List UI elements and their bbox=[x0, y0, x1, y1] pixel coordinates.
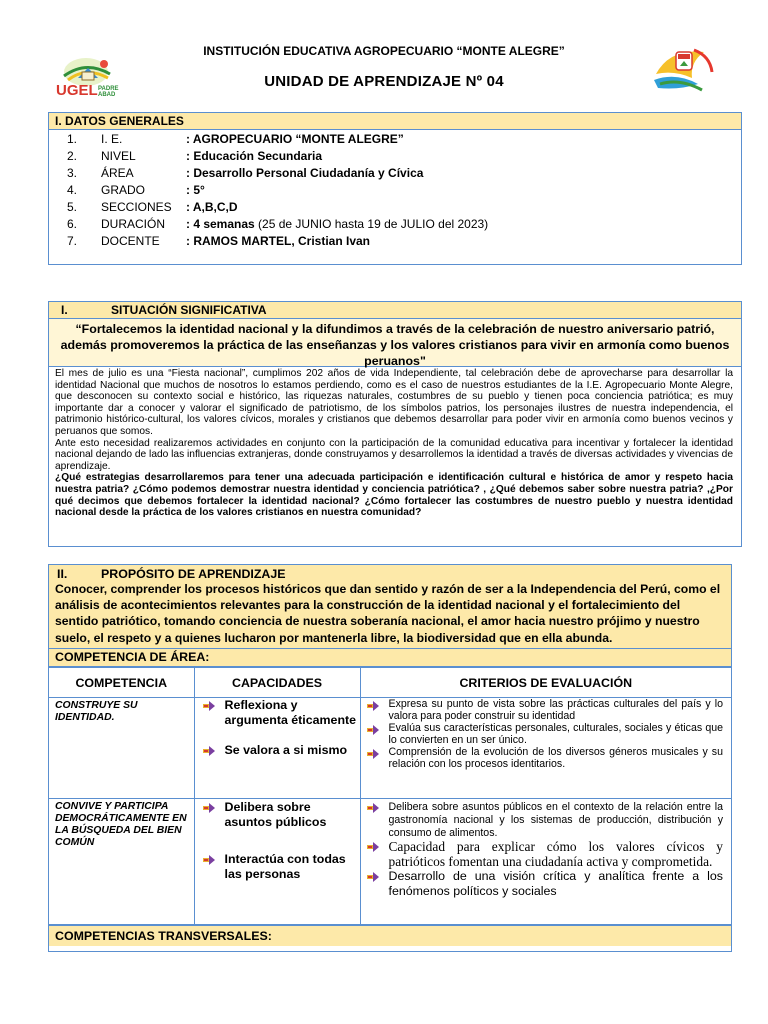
arrow-bullet-icon bbox=[367, 869, 389, 899]
header-competencia: COMPETENCIA bbox=[49, 668, 194, 698]
datos-row-label: NIVEL bbox=[101, 148, 136, 163]
capacidades-cell bbox=[194, 698, 360, 799]
capacidad-item bbox=[195, 852, 360, 882]
situacion-body bbox=[49, 367, 741, 519]
datos-row-label: GRADO bbox=[101, 182, 146, 197]
datos-row bbox=[49, 164, 741, 181]
logo-ugel-subtext: PADRE ABAD bbox=[98, 86, 119, 98]
arrow-bullet-icon bbox=[203, 698, 225, 728]
logo-ugel-text: UGEL bbox=[56, 82, 98, 99]
situacion-header bbox=[49, 302, 741, 319]
datos-row-value: : A,B,C,D bbox=[186, 199, 238, 214]
criterio-item bbox=[361, 746, 732, 770]
datos-row-value: : Desarrollo Personal Ciudadanía y Cívica bbox=[186, 165, 424, 180]
capacidad-item bbox=[195, 743, 360, 761]
criterio-text: Capacidad para explicar cómo los valores cívicos y patrióticos fomentan una ciudadanía activa y comprometida. bbox=[388, 839, 723, 869]
datos-row-value: : 5° bbox=[186, 182, 205, 197]
arrow-bullet-icon bbox=[367, 722, 389, 746]
datos-row-num: 2. bbox=[66, 148, 77, 163]
arrow-bullet-icon bbox=[367, 800, 389, 839]
proposito-top bbox=[49, 565, 731, 649]
criterio-text: Evalúa sus características personales, culturales, sociales y éticas que lo convierten en un ser único. bbox=[388, 722, 723, 746]
datos-row bbox=[49, 232, 741, 249]
competencia-area-label: COMPETENCIA DE ÁREA: bbox=[49, 649, 731, 667]
criterios-cell bbox=[360, 698, 731, 799]
situacion-title: SITUACIÓN SIGNIFICATIVA bbox=[111, 303, 267, 317]
table-row bbox=[49, 698, 731, 799]
institution-name: INSTITUCIÓN EDUCATIVA AGROPECUARIO “MONTE ALEGRE” bbox=[203, 44, 565, 58]
datos-row-value: : Educación Secundaria bbox=[186, 148, 323, 163]
arrow-bullet-icon bbox=[367, 746, 389, 770]
situacion-significativa-section bbox=[48, 301, 742, 547]
datos-row-value: : AGROPECUARIO “MONTE ALEGRE” bbox=[186, 131, 404, 146]
capacidad-label: Reflexiona y argumenta éticamente bbox=[224, 698, 357, 727]
datos-row-value bbox=[186, 217, 488, 231]
datos-row-num: 5. bbox=[66, 199, 77, 214]
criterio-text-content: Delibera sobre asuntos públicos en el contexto de la relación entre la gastronomía nacional y los sistemas de producción, distribución y consumo de alimentos. bbox=[388, 801, 723, 839]
proposito-num: II. bbox=[57, 567, 68, 581]
competencia-cell bbox=[49, 698, 194, 799]
criterio-text: Desarrollo de una visión crítica y analítica frente a los fenómenos políticos y sociales bbox=[388, 869, 723, 898]
criterio-item bbox=[361, 839, 732, 869]
capacidades-cell bbox=[194, 799, 360, 925]
duracion-value: : 4 semanas bbox=[186, 216, 255, 231]
proposito-text: Conocer, comprender los procesos históricos que dan sentido y razón de ser a la Independencia del Perú, como el análisis de acontecimientos relevantes para la construcción de la identidad nacional y el fortalecimiento del sentido patriótico, tomando conciencia de nuestra soberanía nacional, el amor hacia nuestro prójimo y nuestro suelo, el respeto y a quienes lucharon por mantenerla libre, la biodiversidad que en ella abunda. bbox=[55, 582, 721, 645]
criterio-item bbox=[361, 698, 732, 722]
criterio-item bbox=[361, 800, 732, 839]
datos-row bbox=[49, 130, 741, 147]
proposito-title: PROPÓSITO DE APRENDIZAJE bbox=[101, 567, 286, 581]
proposito-section bbox=[48, 564, 732, 952]
competencias-table bbox=[49, 667, 731, 925]
criterio-text bbox=[389, 800, 724, 839]
competencia-name: CONVIVE Y PARTICIPA DEMOCRÁTICAMENTE EN LA BÚSQUEDA DEL BIEN COMÚN bbox=[55, 801, 187, 848]
datos-row-label: SECCIONES bbox=[101, 199, 172, 214]
datos-generales-title: I. DATOS GENERALES bbox=[49, 113, 741, 130]
arrow-bullet-icon bbox=[203, 800, 225, 830]
datos-row bbox=[49, 198, 741, 215]
arrow-bullet-icon bbox=[203, 743, 225, 761]
competencia-name: CONSTRUYE SU IDENTIDAD. bbox=[55, 700, 138, 723]
capacidad-label: Delibera sobre asuntos públicos bbox=[224, 800, 327, 829]
capacidad-label: Se valora a si mismo bbox=[224, 743, 348, 757]
datos-row-num: 3. bbox=[66, 165, 77, 180]
capacidad-label: Interactúa con todas las personas bbox=[224, 852, 346, 881]
datos-row-num: 4. bbox=[66, 182, 77, 197]
datos-row-label: ÁREA bbox=[101, 165, 134, 180]
duracion-range: (25 de JUNIO hasta 19 de JULIO del 2023) bbox=[254, 216, 489, 231]
datos-row-value: : RAMOS MARTEL, Cristian Ivan bbox=[186, 233, 371, 248]
header-capacidades: CAPACIDADES bbox=[194, 668, 360, 698]
arrow-bullet-icon bbox=[367, 698, 389, 722]
table-header-row bbox=[49, 668, 731, 698]
datos-row-label: DOCENTE bbox=[101, 233, 160, 248]
criterio-text: Comprensión de la evolución de los diversos géneros musicales y su relación con los procesos identitarios. bbox=[388, 746, 723, 770]
criterio-item bbox=[361, 869, 732, 899]
situacion-num: I. bbox=[61, 303, 68, 317]
competencia-cell bbox=[49, 799, 194, 925]
criterio-item bbox=[361, 722, 732, 746]
header-criterios: CRITERIOS DE EVALUACIÓN bbox=[360, 668, 731, 698]
situacion-paragraph-1: El mes de julio es una “Fiesta nacional”, cumplimos 202 años de vida Independiente, tal celebración debe de aprovecharse para desarrollar la identidad Nacional que muchos de nosotros lo estamos perdiendo, como es el caso de nuestros estudiantes de la I.E. Agropecuario Monte Alegre, que desconocen su contexto social e histórico, las riquezas naturales, costumbres de su pueblo y tienen poca conciencia patriótica; es muy importante dar a conocer y valorar el significado de patriotismo, de los símbolos patrios, los personajes ilustres de nuestra independencia, el patrimonio histórico-cultural, los valores cívicos, morales y cristianos que debemos desarrollar para poder vivir en armonía como buenos vecinos y peruanos que somos. bbox=[55, 368, 733, 437]
situacion-questions: ¿Qué estrategias desarrollaremos para tener una adecuada participación e identificación cultural e histórica de amor y respeto hacia nuestra patria? ¿Cómo podemos demostrar nuestra identidad y conciencia patriótica? , ¿Qué debemos saber sobre nuestra patria? ,¿Por qué decimos que debemos fortalecer la identidad nacional? ¿Cómo fortalecer las costumbres de nuestro pueblo y nuestra identidad nacional desde la práctica de los valores cristianos en nuestra comunidad? bbox=[55, 472, 733, 519]
capacidad-item bbox=[195, 800, 360, 830]
datos-generales-section bbox=[48, 112, 742, 265]
criterios-cell bbox=[360, 799, 731, 925]
situacion-paragraph-2: Ante esto necesidad realizaremos actividades en conjunto con la participación de la comunidad educativa para incentivar y fortalecer la identidad nacional dejando de lado las influencias extranjeras, donde construyamos y desarrollemos la identidad a través de diversas actividades y vivencias de aprendizaje. bbox=[55, 437, 733, 472]
datos-row-num: 7. bbox=[66, 233, 77, 248]
datos-row-label: DURACIÓN bbox=[101, 216, 166, 231]
capacidad-item bbox=[195, 698, 360, 728]
datos-row bbox=[49, 181, 741, 198]
datos-row-label: I. E. bbox=[101, 131, 123, 146]
arrow-bullet-icon bbox=[367, 839, 389, 869]
table-row bbox=[49, 799, 731, 925]
unit-title: UNIDAD DE APRENDIZAJE Nº 04 bbox=[264, 73, 504, 90]
situacion-quote: “Fortalecemos la identidad nacional y la difundimos a través de la celebración de nuestro aniversario patrió, además promoveremos la práctica de las enseñanzas y los valores cristianos para vivir en armonía como buenos peruanos" bbox=[49, 319, 741, 367]
arrow-bullet-icon bbox=[203, 852, 225, 882]
datos-row-num: 6. bbox=[66, 216, 77, 231]
competencias-transversales-label: COMPETENCIAS TRANSVERSALES: bbox=[49, 925, 731, 946]
proposito-header bbox=[55, 567, 725, 581]
datos-row bbox=[49, 147, 741, 164]
datos-row bbox=[49, 215, 741, 232]
criterio-text: Expresa su punto de vista sobre las prácticas culturales del país y lo valora para poder construir su identidad bbox=[388, 698, 723, 722]
datos-row-num: 1. bbox=[66, 131, 77, 146]
